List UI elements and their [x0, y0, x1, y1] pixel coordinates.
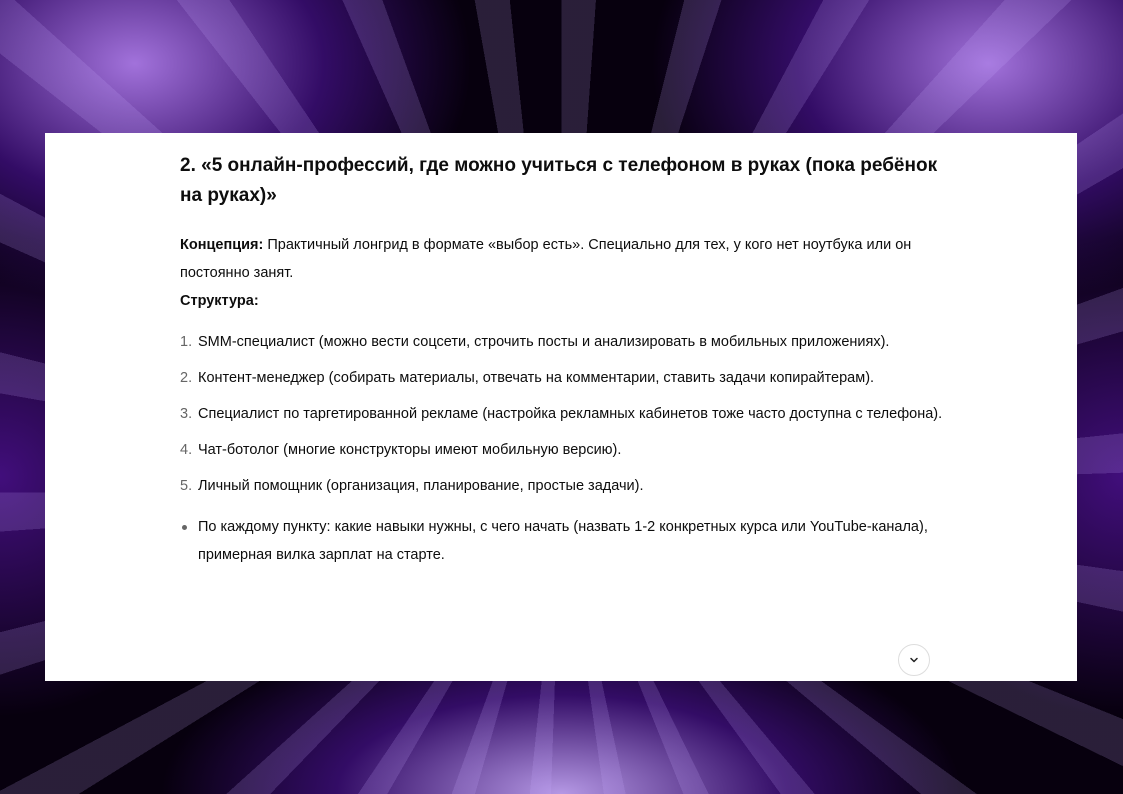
message-content [180, 151, 950, 569]
bullet-text: По каждому пункту: какие навыки нужны, с чего начать (назвать 1-2 конкретных курса или YouTube-канала), примерная вилка зарплат на старте. [198, 519, 928, 563]
list-item-text: Специалист по таргетированной рекламе (настройка рекламных кабинетов тоже часто доступна с телефона). [198, 406, 943, 422]
list-item [180, 473, 950, 499]
list-item-text: Чат-ботолог (многие конструкторы имеют мобильную версию). [198, 442, 622, 458]
structure-label-text: Структура: [180, 293, 259, 309]
list-number: 1. [180, 334, 193, 350]
bullet-item [180, 513, 950, 569]
bullet-dot-icon [182, 525, 187, 530]
section-heading: 2. «5 онлайн-профессий, где можно учиться с телефоном в руках (пока ребёнок на руках)» [180, 155, 938, 206]
list-number: 5. [180, 478, 193, 494]
list-item [180, 329, 950, 355]
list-number: 4. [180, 442, 193, 458]
concept-paragraph [180, 231, 950, 287]
scroll-down-button[interactable] [898, 644, 930, 676]
list-item-text: SMM-специалист (можно вести соцсети, строчить посты и анализировать в мобильных приложениях). [198, 334, 890, 350]
bullet-list [180, 513, 950, 569]
chat-message-panel [45, 133, 1077, 681]
concept-label: Концепция: [180, 237, 264, 253]
professions-list [180, 329, 950, 499]
list-number: 2. [180, 370, 193, 386]
list-item [180, 365, 950, 391]
structure-label [180, 287, 950, 315]
concept-text: Практичный лонгрид в формате «выбор есть». Специально для тех, у кого нет ноутбука или он постоянно занят. [180, 237, 912, 281]
list-item [180, 437, 950, 463]
chevron-down-icon [908, 654, 920, 666]
list-item-text: Личный помощник (организация, планирование, простые задачи). [198, 478, 644, 494]
list-item-text: Контент-менеджер (собирать материалы, отвечать на комментарии, ставить задачи копирайтерам). [198, 370, 875, 386]
list-item [180, 401, 950, 427]
list-number: 3. [180, 406, 193, 422]
